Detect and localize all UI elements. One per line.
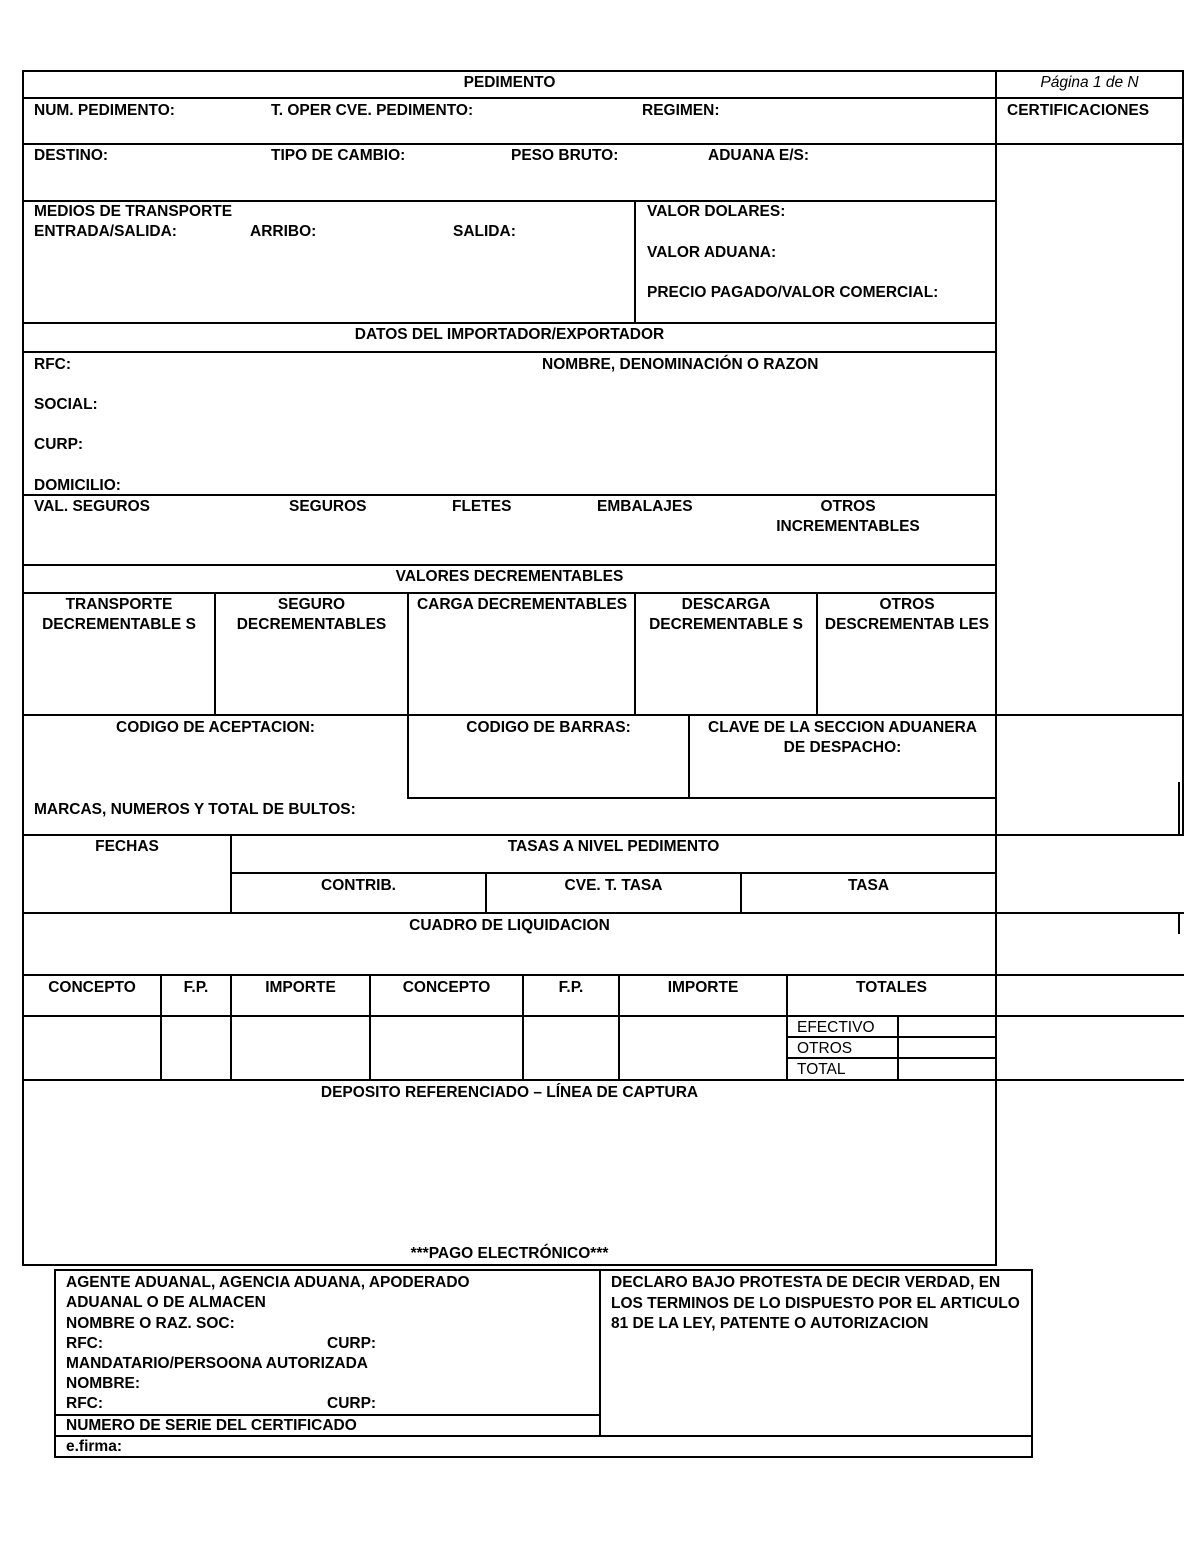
otros-decrementables-label: OTROS DESCREMENTAB LES (824, 596, 990, 633)
importador-title: DATOS DEL IMPORTADOR/EXPORTADOR (354, 326, 665, 343)
form-title: PEDIMENTO (463, 74, 556, 91)
liquidacion-header: F.P. (558, 979, 584, 996)
rule (22, 97, 1184, 99)
pago-electronico: ***PAGO ELECTRÓNICO*** (410, 1245, 609, 1262)
numero-serie-label: NUMERO DE SERIE DEL CERTIFICADO (66, 1417, 357, 1434)
rule (1178, 912, 1180, 934)
rule (214, 592, 216, 716)
deposito-title: DEPOSITO REFERENCIADO – LÍNEA DE CAPTURA (320, 1084, 699, 1101)
rule (1178, 782, 1180, 834)
rule (22, 564, 997, 566)
rule (22, 494, 997, 496)
mandatario-rfc-label: RFC: (66, 1395, 104, 1412)
codigo-barras-label: CODIGO DE BARRAS: (466, 719, 631, 736)
rule (995, 70, 997, 1266)
num-pedimento-label: NUM. PEDIMENTO: (34, 102, 175, 119)
rule (22, 974, 1184, 976)
liquidacion-header: TOTALES (856, 979, 927, 996)
aduana-label: ADUANA E/S: (708, 147, 810, 164)
nombre-raz-label: NOMBRE O RAZ. SOC: (66, 1315, 235, 1332)
rule (1031, 1269, 1033, 1458)
rule (22, 714, 1184, 716)
mandatario-curp-label: CURP: (327, 1395, 377, 1412)
efectivo-label: EFECTIVO (797, 1019, 875, 1036)
val-seguros-label: VAL. SEGUROS (34, 498, 150, 515)
rule (634, 200, 636, 324)
transporte-decrementables-label: TRANSPORTE DECREMENTABLE S (42, 596, 196, 633)
mandatario-label: MANDATARIO/PERSOONA AUTORIZADA (66, 1355, 368, 1372)
tasa-label: TASA (847, 877, 890, 894)
liquidacion-header: CONCEPTO (48, 979, 136, 996)
liquidacion-header: F.P. (183, 979, 209, 996)
rule (22, 834, 1184, 836)
domicilio-label: DOMICILIO: (34, 477, 121, 494)
rule (688, 714, 690, 799)
agente-line1: AGENTE ADUANAL, AGENCIA ADUANA, APODERADO (66, 1274, 470, 1291)
rule (230, 872, 997, 874)
seguros-label: SEGUROS (289, 498, 367, 515)
agente-rfc-label: RFC: (66, 1335, 104, 1352)
rule (407, 797, 997, 799)
rule (54, 1269, 1033, 1271)
contrib-label: CONTRIB. (321, 877, 396, 894)
liquidacion-header: IMPORTE (265, 979, 336, 996)
rule (22, 351, 997, 353)
rule (54, 1269, 56, 1458)
rule (897, 1017, 899, 1081)
rule (22, 1079, 1184, 1081)
medios-transporte-label: MEDIOS DE TRANSPORTE (34, 203, 233, 220)
total-label: TOTAL (797, 1061, 846, 1078)
declaro-text: DECLARO BAJO PROTESTA DE DECIR VERDAD, EN LOS TERMINOS DE LO DISPUESTO POR EL ARTICULO 81 DE LA LEY, PATENTE O AUTORIZACION (611, 1274, 1020, 1332)
embalajes-label: EMBALAJES (597, 498, 693, 515)
seguro-decrementables-label: SEGURO DECREMENTABLES (236, 596, 387, 633)
regimen-label: REGIMEN: (642, 102, 720, 119)
destino-label: DESTINO: (34, 147, 109, 164)
certificaciones-label: CERTIFICACIONES (1007, 102, 1150, 119)
carga-decrementables-label: CARGA DECREMENTABLES (416, 596, 628, 613)
valor-dolares-label: VALOR DOLARES: (647, 203, 786, 220)
rule (1182, 70, 1184, 836)
agente-curp-label: CURP: (327, 1335, 377, 1352)
arribo-label: ARRIBO: (250, 223, 317, 240)
peso-bruto-label: PESO BRUTO: (511, 147, 619, 164)
page-indicator: Página 1 de N (1040, 74, 1139, 91)
fechas-label: FECHAS (95, 838, 159, 855)
rule (634, 592, 636, 716)
social-label: SOCIAL: (34, 396, 98, 413)
valor-aduana-label: VALOR ADUANA: (647, 244, 777, 261)
otros-incrementables-label: OTROS INCREMENTABLES (776, 498, 920, 535)
rule (816, 592, 818, 716)
rule (22, 592, 997, 594)
rule (22, 912, 1184, 914)
liquidacion-title: CUADRO DE LIQUIDACION (409, 917, 610, 934)
rule (22, 70, 1184, 72)
codigo-aceptacion-label: CODIGO DE ACEPTACION: (116, 719, 315, 736)
fletes-label: FLETES (452, 498, 512, 515)
rule (599, 1269, 601, 1437)
rfc-label: RFC: (34, 356, 72, 373)
entrada-salida-label: ENTRADA/SALIDA: (34, 223, 177, 240)
liquidacion-header: IMPORTE (667, 979, 739, 996)
nombre-denominacion-label: NOMBRE, DENOMINACIÓN O RAZON (542, 356, 819, 373)
salida-label: SALIDA: (453, 223, 516, 240)
clave-seccion-label: CLAVE DE LA SECCION ADUANERA DE DESPACHO: (708, 719, 977, 756)
cve-t-tasa-label: CVE. T. TASA (564, 877, 663, 894)
rule (22, 143, 1184, 145)
mandatario-nombre-label: NOMBRE: (66, 1375, 141, 1392)
rule (22, 1264, 997, 1266)
curp-label: CURP: (34, 436, 84, 453)
agente-line2: ADUANAL O DE ALMACEN (66, 1294, 266, 1311)
tipo-cambio-label: TIPO DE CAMBIO: (271, 147, 406, 164)
decrementables-title: VALORES DECREMENTABLES (395, 568, 624, 585)
otros-label: OTROS (797, 1040, 853, 1057)
rule (22, 1015, 1184, 1017)
rule (407, 592, 409, 716)
rule (22, 322, 997, 324)
efirma-label: e.firma: (66, 1438, 122, 1455)
descarga-decrementables-label: DESCARGA DECREMENTABLE S (649, 596, 803, 633)
tasas-title: TASAS A NIVEL PEDIMENTO (507, 838, 720, 855)
rule (54, 1456, 1033, 1458)
marcas-label: MARCAS, NUMEROS Y TOTAL DE BULTOS: (34, 801, 356, 818)
t-oper-label: T. OPER CVE. PEDIMENTO: (271, 102, 474, 119)
precio-pagado-label: PRECIO PAGADO/VALOR COMERCIAL: (647, 284, 939, 301)
liquidacion-header: CONCEPTO (402, 979, 491, 996)
